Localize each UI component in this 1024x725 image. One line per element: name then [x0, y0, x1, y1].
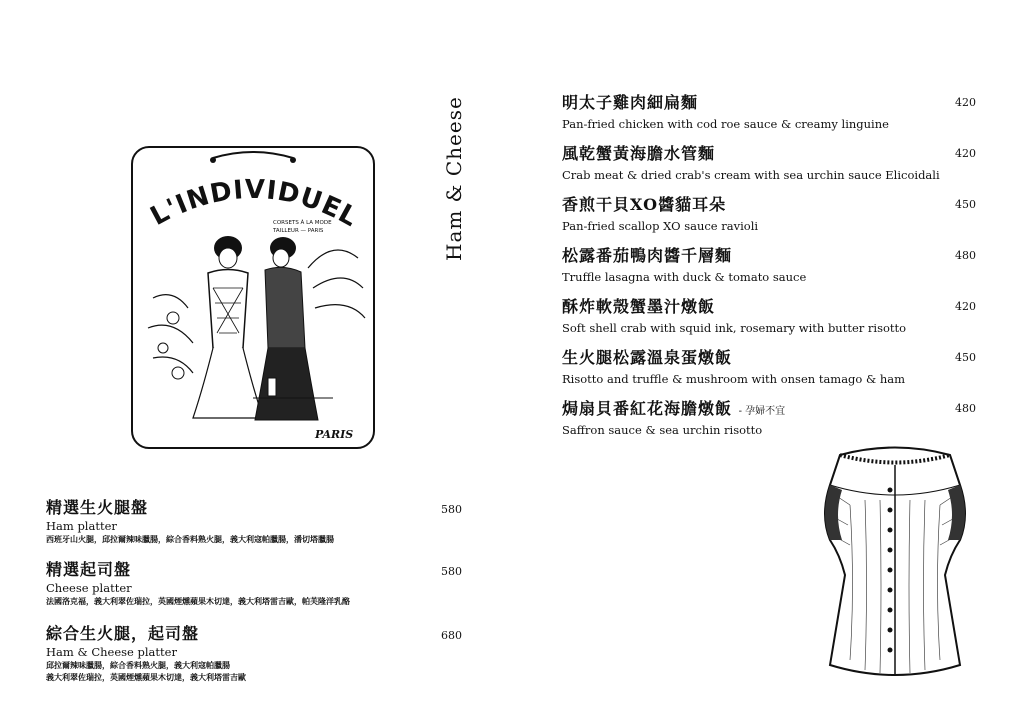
dish-list — [562, 92, 980, 449]
dish-name-en: Crab meat & dried crab's cream with sea urchin sauce Elicoidali — [562, 168, 940, 182]
dish-name-cn: 風乾蟹黃海膽水管麵 — [562, 144, 716, 163]
platter-price: 580 — [441, 565, 462, 578]
platter-item — [46, 559, 466, 623]
dish-item — [562, 143, 980, 194]
dish-name-cn: 酥炸軟殼蟹墨汁燉飯 — [562, 297, 716, 316]
platter-description: 義大利翠佐瑞拉，英國煙燻蘋果木切達，義大利塔雷吉歐 — [46, 672, 246, 682]
platter-name-cn: 精選起司盤 — [46, 560, 132, 579]
dish-note: - 孕婦不宜 — [738, 406, 786, 417]
dish-price: 420 — [955, 96, 976, 109]
dish-item — [562, 347, 980, 398]
platter-description: 邱拉爾辣味臘腸，綜合香料熟火腿，義大利寇帕臘腸 — [46, 660, 230, 670]
dish-name-en: Soft shell crab with squid ink, rosemary with butter risotto — [562, 321, 907, 335]
dish-item — [562, 245, 980, 296]
dish-name-cn: 明太子雞肉細扁麵 — [562, 93, 699, 112]
dish-item — [562, 398, 980, 449]
dish-name-cn: 生火腿松露溫泉蛋燉飯 — [562, 348, 733, 367]
platter-name-cn: 精選生火腿盤 — [46, 498, 149, 517]
dish-name-en: Saffron sauce & sea urchin risotto — [562, 423, 763, 437]
corset-shop-illustration — [133, 148, 373, 448]
dish-price: 420 — [955, 300, 976, 313]
platter-item — [46, 497, 466, 559]
dish-item — [562, 92, 980, 143]
dish-price: 450 — [955, 351, 976, 364]
platter-price: 580 — [441, 503, 462, 516]
platter-price: 680 — [441, 629, 462, 642]
platter-list — [46, 497, 466, 683]
platter-name-en: Ham platter — [46, 519, 117, 533]
logo-illustration — [131, 146, 375, 449]
dish-name-en: Truffle lasagna with duck & tomato sauce — [562, 270, 807, 284]
dish-price: 480 — [955, 249, 976, 262]
platter-description: 法國洛克福，義大利翠佐瑞拉，英國煙燻蘋果木切達，義大利塔雷吉歐，帕芙隆洋乳酪 — [46, 596, 350, 606]
dish-name-cn: 香煎干貝XO醬貓耳朵 — [562, 195, 727, 214]
dish-name-cn: 松露番茄鴨肉醬千層麵 — [562, 246, 733, 265]
dish-name-en: Pan-fried scallop XO sauce ravioli — [562, 219, 759, 233]
platter-name-en: Ham & Cheese platter — [46, 645, 177, 659]
platter-item — [46, 623, 466, 683]
dish-name-cn: 焗扇貝番紅花海膽燉飯 - 孕婦不宜 — [562, 399, 786, 418]
platter-name-cn: 綜合生火腿，起司盤 — [46, 624, 200, 643]
corset-illustration — [810, 445, 980, 685]
city-text: PARIS — [315, 428, 354, 441]
dish-item — [562, 194, 980, 245]
tagline-1: CORSETS À LA MODE — [273, 220, 332, 226]
dish-price: 420 — [955, 147, 976, 160]
dish-price: 450 — [955, 198, 976, 211]
dish-name-en: Risotto and truffle & mushroom with onsen tamago & ham — [562, 372, 906, 386]
tagline-2: TAILLEUR — PARIS — [273, 228, 324, 234]
dish-item — [562, 296, 980, 347]
platter-name-en: Cheese platter — [46, 581, 132, 595]
platter-description: 西班牙山火腿，邱拉爾辣味臘腸，綜合香料熟火腿，義大利寇帕臘腸，潘切塔臘腸 — [46, 534, 334, 544]
dish-name-en: Pan-fried chicken with cod roe sauce & creamy linguine — [562, 117, 889, 131]
section-title: Ham & Cheese — [442, 96, 466, 261]
dish-price: 480 — [955, 402, 976, 415]
brand-text: L'INDIVIDUEL — [145, 174, 363, 234]
